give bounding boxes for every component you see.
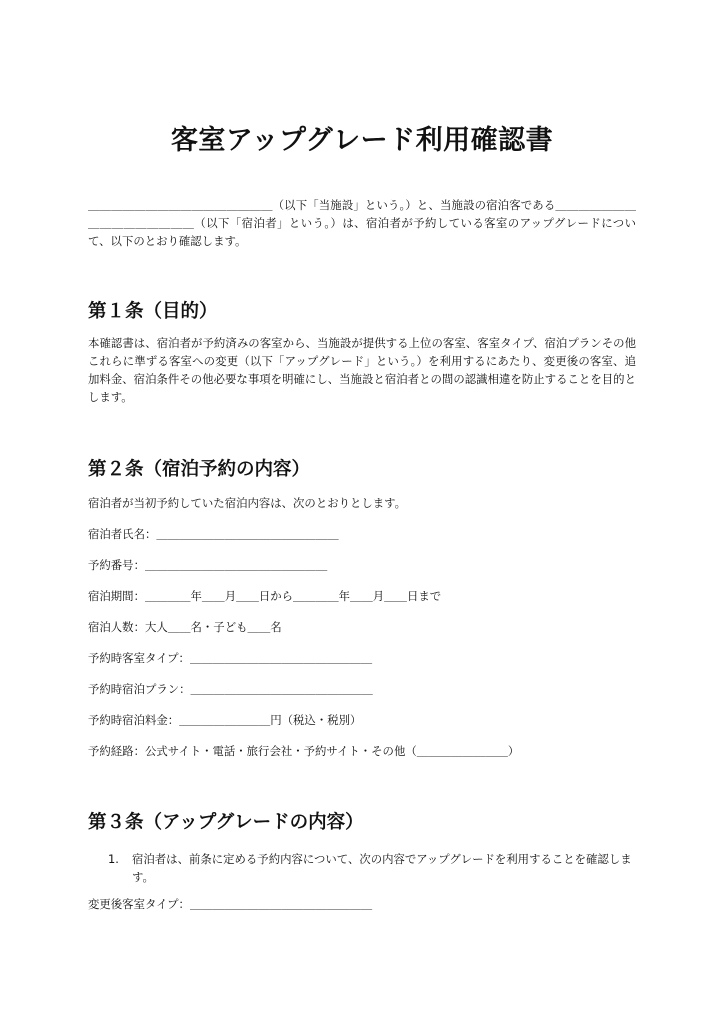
- guest-count-field: 宿泊人数：大人＿＿名・子ども＿＿名: [88, 620, 282, 634]
- intro-paragraph: ＿＿＿＿＿＿＿＿＿＿＿＿＿＿＿＿（以下「当施設」という。）と、当施設の宿泊客である＿＿＿＿＿＿＿＿＿＿＿＿＿＿＿＿（以下「宿泊者」という。）は、宿泊者が予約している客室のアップグレードについて、以下のとおり確認します。: [88, 198, 636, 248]
- article-3-heading: 第３条（アップグレードの内容）: [88, 812, 364, 833]
- booked-plan-field: 予約時宿泊プラン：＿＿＿＿＿＿＿＿＿＿＿＿＿＿＿＿: [88, 682, 373, 696]
- stay-period-field: 宿泊期間：＿＿＿＿年＿＿月＿＿日から＿＿＿＿年＿＿月＿＿日まで: [88, 589, 442, 603]
- reservation-number-field: 予約番号：＿＿＿＿＿＿＿＿＿＿＿＿＿＿＿＿: [88, 558, 328, 572]
- document-title: 客室アップグレード利用確認書: [170, 125, 554, 156]
- booking-channel-field: 予約経路：公式サイト・電話・旅行会社・予約サイト・その他（＿＿＿＿＿＿＿＿）: [88, 744, 520, 758]
- booked-rate-field: 予約時宿泊料金：＿＿＿＿＿＿＿＿円（税込・税別）: [88, 713, 362, 727]
- list-item-text: 宿泊者は、前条に定める予約内容について、次の内容でアップグレードを利用することを確認します。: [132, 852, 632, 884]
- article-1-body: 本確認書は、宿泊者が予約済みの客室から、当施設が提供する上位の客室、客室タイプ、宿泊プランその他これらに準ずる客室への変更（以下「アップグレード」という。）を利用するにあたり、変更後の客室、追加料金、宿泊条件その他必要な事項を明確にし、当施設と宿泊者との間の認識相違を防止することを目的とします。: [88, 336, 636, 404]
- article-2-lead: 宿泊者が当初予約していた宿泊内容は、次のとおりとします。: [88, 496, 407, 510]
- new-room-type-field: 変更後客室タイプ：＿＿＿＿＿＿＿＿＿＿＿＿＿＿＿＿: [88, 897, 373, 911]
- guest-name-field: 宿泊者氏名：＿＿＿＿＿＿＿＿＿＿＿＿＿＿＿＿: [88, 527, 339, 541]
- list-item: [108, 850, 636, 886]
- article-1-heading: 第１条（目的）: [88, 301, 218, 322]
- article-2-heading: 第２条（宿泊予約の内容）: [88, 459, 311, 480]
- booked-room-type-field: 予約時客室タイプ：＿＿＿＿＿＿＿＿＿＿＿＿＿＿＿＿: [88, 651, 373, 665]
- list-item-number: 1.: [108, 852, 119, 866]
